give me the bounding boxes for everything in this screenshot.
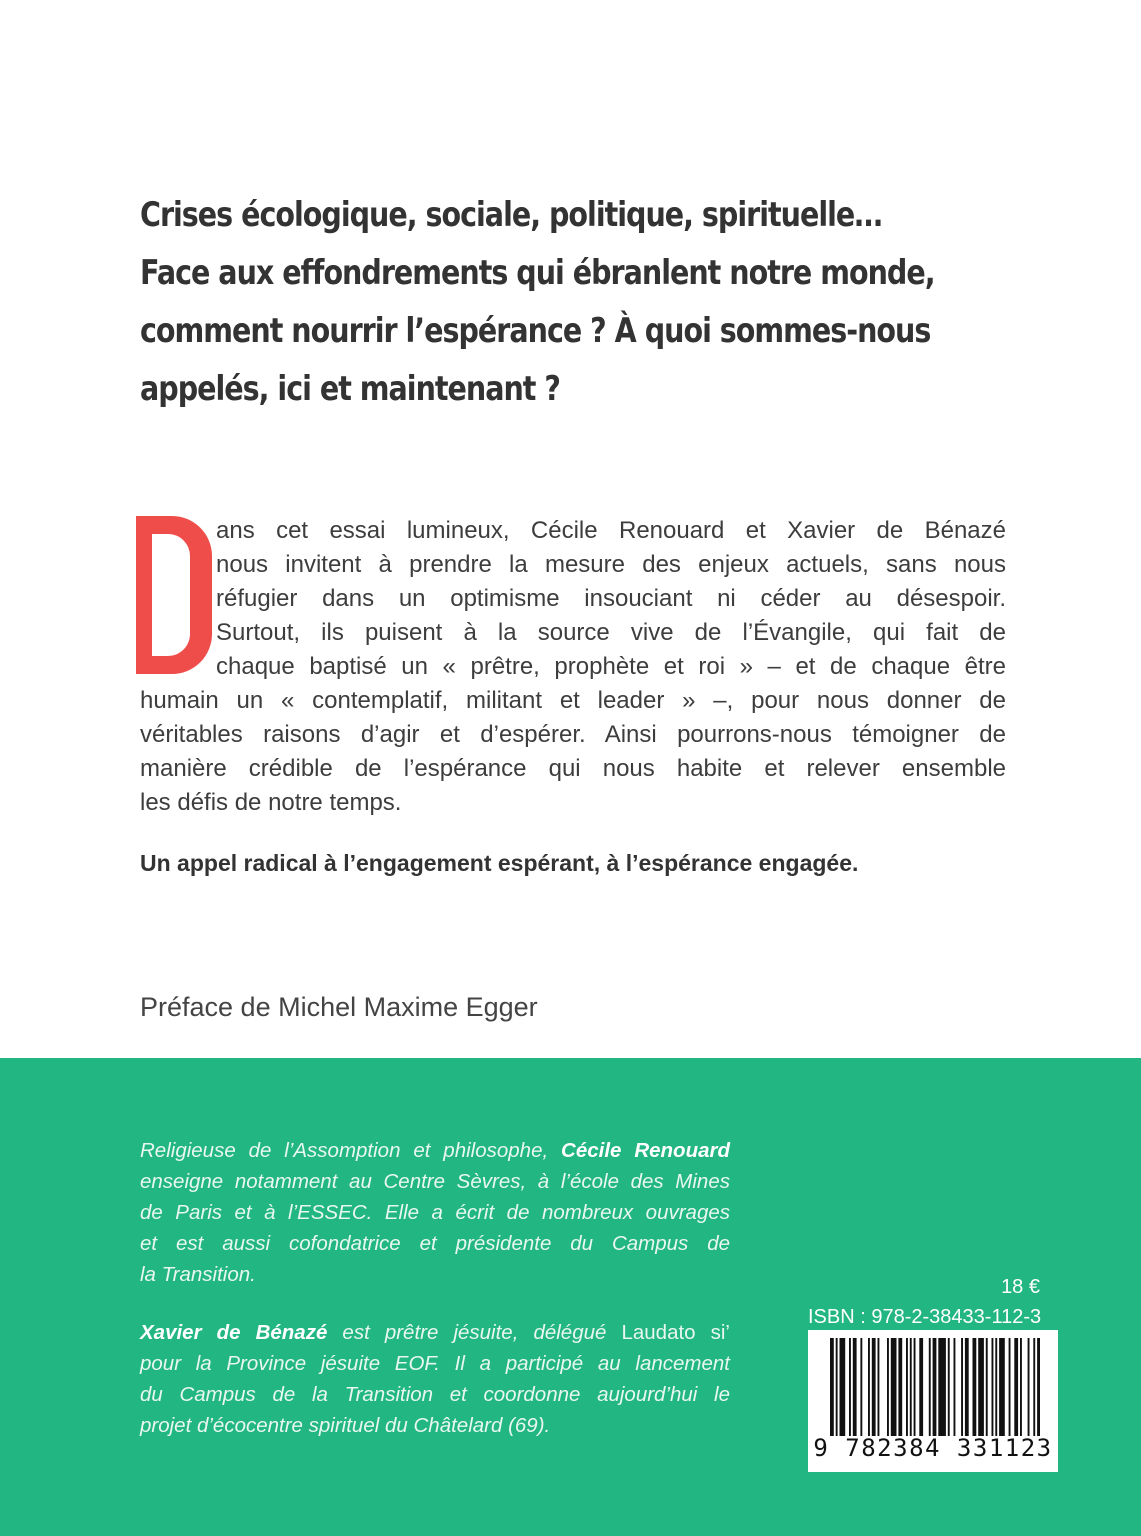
tagline: Un appel radical à l’engagement espérant, à l’espérance engagée. [140,850,859,876]
barcode-bar [954,1338,956,1436]
headline-line: Crises écologique, sociale, politique, spirituelle… [140,195,882,235]
summary-line: véritables raisons d’agir et d’espérer. Ainsi pourrons-nous témoigner de [140,721,1006,748]
summary-line: les défis de notre temps. [140,789,402,816]
barcode-bar [992,1338,994,1436]
barcode-bar [1037,1338,1040,1436]
barcode-bar [878,1338,880,1436]
barcode-bar [891,1338,897,1436]
barcode-bars [808,1330,1058,1436]
summary-line: humain un « contemplatif, militant et leader » –, pour nous donner de [140,687,1006,714]
bio-line: pour la Province jésuite EOF. Il a participé au lancement [140,1352,730,1375]
bio-line: et est aussi cofondatrice et présidente du Campus de [140,1232,730,1255]
barcode-bar [986,1338,988,1436]
price: 18 € [1001,1276,1040,1298]
barcode-bar [978,1338,984,1436]
author-bio-benaze [140,1317,730,1441]
bio-line: du Campus de la Transition et coordonne aujourd’hui le [140,1383,730,1406]
barcode-bar [830,1338,834,1436]
author-bio-renouard [140,1135,730,1290]
headline-line: comment nourrir l’espérance ? À quoi sommes-nous [140,311,931,351]
barcode-bar [840,1338,846,1436]
bio-line: projet d’écocentre spirituel du Châtelard (69). [140,1414,551,1437]
bio-text: Religieuse de l’Assomption et philosophe, [140,1139,562,1162]
barcode-bar [872,1338,876,1436]
summary-line: nous invitent à prendre la mesure des enjeux actuels, sans nous [216,551,1006,578]
barcode [808,1330,1058,1472]
barcode-bar [836,1338,838,1436]
barcode-bar [853,1338,857,1436]
barcode-bar [933,1338,937,1436]
barcode-bar [910,1338,912,1436]
barcode-bar [919,1338,923,1436]
barcode-bar [929,1338,931,1436]
bio-line: enseigne notamment au Centre Sèvres, à l’école des Mines [140,1170,730,1193]
summary-paragraph [140,514,1006,820]
barcode-bar [906,1338,908,1436]
barcode-bar [938,1338,946,1436]
bio-line [140,1317,730,1348]
summary-line: ans cet essai lumineux, Cécile Renouard et Xavier de Bénazé [216,517,1006,544]
barcode-bar [860,1338,862,1436]
preface-credit: Préface de Michel Maxime Egger [140,992,538,1022]
barcode-bar [999,1338,1005,1436]
barcode-bar [887,1338,889,1436]
headline-line: Face aux effondrements qui ébranlent notre monde, [140,253,935,293]
bio-text: est prêtre jésuite, délégué [327,1321,622,1344]
barcode-bar [1014,1338,1018,1436]
bio-line: de Paris et à l’ESSEC. Elle a écrit de nombreux ouvrages [140,1201,730,1224]
bio-line: la Transition. [140,1263,256,1286]
barcode-bar [995,1338,997,1436]
headline-line: appelés, ici et maintenant ? [140,369,560,409]
author-name: Cécile Renouard [561,1139,730,1162]
barcode-bar [898,1338,902,1436]
barcode-bar [914,1338,916,1436]
barcode-bar [1028,1338,1030,1436]
barcode-bar [1009,1338,1011,1436]
summary-line: Surtout, ils puisent à la source vive de l’Évangile, qui fait de [216,619,1006,646]
barcode-bar [948,1338,950,1436]
barcode-bar [868,1338,870,1436]
summary-line: chaque baptisé un « prêtre, prophète et roi » – et de chaque être [216,653,1006,680]
barcode-bar [973,1338,977,1436]
barcode-bar [961,1338,963,1436]
author-name: Xavier de Bénazé [140,1321,328,1344]
barcode-number: 9 782384 331123 [813,1434,1053,1462]
summary-line: manière crédible de l’espérance qui nous habite et relever ensemble [140,755,1006,782]
barcode-bar [1033,1338,1035,1436]
summary-line: réfugier dans un optimisme insouciant ni céder au désespoir. [216,585,1006,612]
barcode-bar [965,1338,969,1436]
bio-line [140,1135,730,1166]
encyclical-title: Laudato si’ [621,1321,730,1344]
barcode-bar [1020,1338,1022,1436]
headline [140,186,1040,418]
barcode-bar [849,1338,851,1436]
isbn: ISBN : 978-2-38433-112-3 [808,1306,1042,1328]
